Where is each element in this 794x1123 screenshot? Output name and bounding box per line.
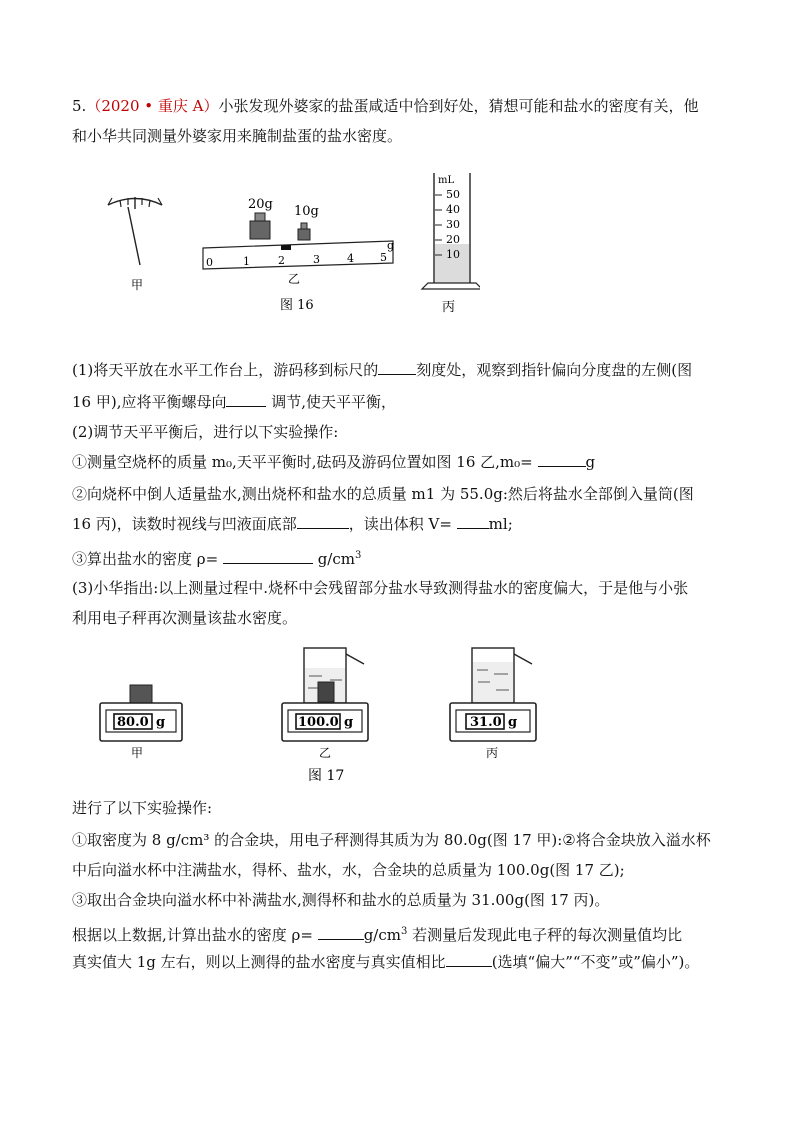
cylinder-tick-20: 20 (446, 233, 460, 246)
blank-comparison[interactable] (446, 952, 492, 967)
part1-text-c: 16 甲),应将平衡螺母向 (72, 393, 227, 411)
reading-jia-unit: g (156, 715, 166, 730)
figure-16 (100, 165, 480, 320)
part2-step3-sup: 3 (355, 550, 362, 561)
calc-line-2 (72, 952, 699, 972)
fig17-label-bing: 丙 (486, 746, 499, 760)
question-number: 5. (72, 97, 87, 115)
part2-step2-unit: ml; (488, 515, 513, 533)
cylinder-tick-30: 30 (446, 218, 460, 231)
reading-jia: 80.0 (117, 715, 149, 730)
cylinder-tick-10: 10 (446, 248, 460, 261)
fig16-label-bing: 丙 (442, 300, 456, 315)
blank-brine-density[interactable] (318, 925, 364, 940)
scale-tick-5: 5 (380, 251, 387, 264)
part2-step-3 (72, 546, 361, 569)
blank-volume[interactable] (457, 514, 489, 529)
reading-yi: 100.0 (298, 715, 339, 730)
part2-title: (2)调节天平平衡后，进行以下实验操作: (72, 423, 339, 441)
cylinder-tick-40: 40 (446, 203, 460, 216)
scale-tick-4: 4 (347, 252, 354, 265)
reading-bing: 31.0 (470, 715, 502, 730)
part1-text-d: 调节,使天平平衡， (266, 393, 397, 411)
scale-jia (100, 685, 182, 741)
part2-step3-unit: g/cm (312, 550, 355, 568)
question-text-1: 小张发现外婆家的盐蛋咸适中恰到好处，猜想可能和盐水的密度有关，他 (218, 97, 699, 115)
part2-step1-text: ①测量空烧杯的质量 m₀,天平平衡时,砝码及游码位置如图 16 乙,m₀= (72, 453, 538, 471)
part1-text-b: 刻度处，观察到指针偏向分度盘的左侧(图 (416, 361, 693, 379)
part2-step2-text: ②向烧杯中倒人适量盐水,测出烧杯和盐水的总质量 m1 为 55.0g:然后将盐水全部倒入量筒(图 (72, 485, 694, 503)
blank-balance-direction[interactable] (226, 392, 266, 407)
ops-line-2: 中后向溢水杯中注满盐水，得杯、盐水，水，合金块的总质量为 100.0g(图 17 乙); (72, 861, 625, 879)
scale-ruler (203, 241, 393, 269)
rider (281, 245, 291, 250)
part2-step2-text-b: 16 丙)，读数时视线与凹液面底部 (72, 515, 297, 533)
ops-line-1: ①取密度为 8 g/cm³ 的合金块，用电子秤测得其质为为 80.0g(图 17 甲):②将合金块放入溢水杯 (72, 831, 711, 849)
part1-line-1 (72, 360, 692, 380)
question-line-1 (72, 96, 699, 116)
cylinder-unit: mL (438, 175, 455, 186)
part2-step-2-cont (72, 514, 513, 534)
calc-line-1 (72, 922, 682, 945)
calc-unit: g/cm (363, 926, 401, 944)
fig17-label-yi: 乙 (319, 746, 332, 760)
ops-line-3: ③取出合金块向溢水杯中补满盐水,测得杯和盐水的总质量为 31.00g(图 17 丙)。 (72, 891, 610, 909)
fig16-label-yi: 乙 (288, 272, 301, 286)
weight-20g (250, 213, 270, 239)
part2-step2-text-c: ，读出体积 V= (348, 515, 457, 533)
calc-text-e: (选填“偏大”“不变”或”偏小”)。 (491, 953, 700, 971)
dial-pointer (128, 207, 140, 265)
part1-line-2 (72, 392, 396, 412)
figure-17 (92, 640, 562, 785)
question-line-2 (72, 126, 402, 146)
fig16-caption: 图 16 (280, 298, 314, 313)
scale-tick-3: 3 (313, 253, 320, 266)
question-source-close: ） (203, 97, 219, 115)
scale-tick-0: 0 (206, 256, 213, 269)
fig16-label-jia: 甲 (131, 278, 144, 292)
part2-step-1 (72, 452, 595, 472)
part3-line-2: 利用电子秤再次测量该盐水密度。 (72, 609, 298, 627)
part1-text-a: (1)将天平放在水平工作台上，游码移到标尺的 (72, 361, 379, 379)
weight-10g (298, 223, 310, 240)
cylinder-tick-50: 50 (446, 188, 460, 201)
reading-bing-unit: g (508, 715, 518, 730)
weight-20g-label: 20g (248, 197, 273, 212)
weight-10g-label: 10g (294, 204, 319, 219)
calc-text-a: 根据以上数据,计算出盐水的密度 ρ= (72, 926, 318, 944)
part3-line-1: (3)小华指出:以上测量过程中.烧杯中会残留部分盐水导致测得盐水的密度偏大，于是他与小张 (72, 579, 689, 597)
calc-unit-sup: 3 (400, 926, 408, 937)
question-source: 2020 • 重庆 A (101, 97, 204, 115)
ops-intro: 进行了以下实验操作: (72, 799, 213, 817)
part2-step3-text: ③算出盐水的密度 ρ= (72, 550, 223, 568)
calc-text-c: 若测量后发现此电子秤的每次测量值均比 (407, 926, 683, 944)
question-source-open: （ (86, 97, 102, 115)
blank-sight-line[interactable] (297, 514, 349, 529)
calc-text-d: 真实值大 1g 左右，则以上测得的盐水密度与真实值相比 (72, 953, 446, 971)
scale-unit: g (387, 239, 395, 252)
blank-empty-beaker-mass[interactable] (538, 452, 586, 467)
scale-tick-2: 2 (278, 254, 285, 267)
part2-step-2 (72, 484, 694, 504)
blank-zero-mark[interactable] (378, 360, 416, 375)
blank-density[interactable] (223, 549, 313, 564)
fig17-label-jia: 甲 (131, 746, 144, 760)
part2-step1-unit: g (585, 453, 596, 471)
reading-yi-unit: g (344, 715, 354, 730)
dial-scale (108, 197, 162, 209)
question-text-2: 和小华共同测量外婆家用来腌制盐蛋的盐水密度。 (72, 127, 403, 145)
fig17-caption: 图 17 (308, 768, 345, 784)
scale-tick-1: 1 (243, 255, 250, 268)
